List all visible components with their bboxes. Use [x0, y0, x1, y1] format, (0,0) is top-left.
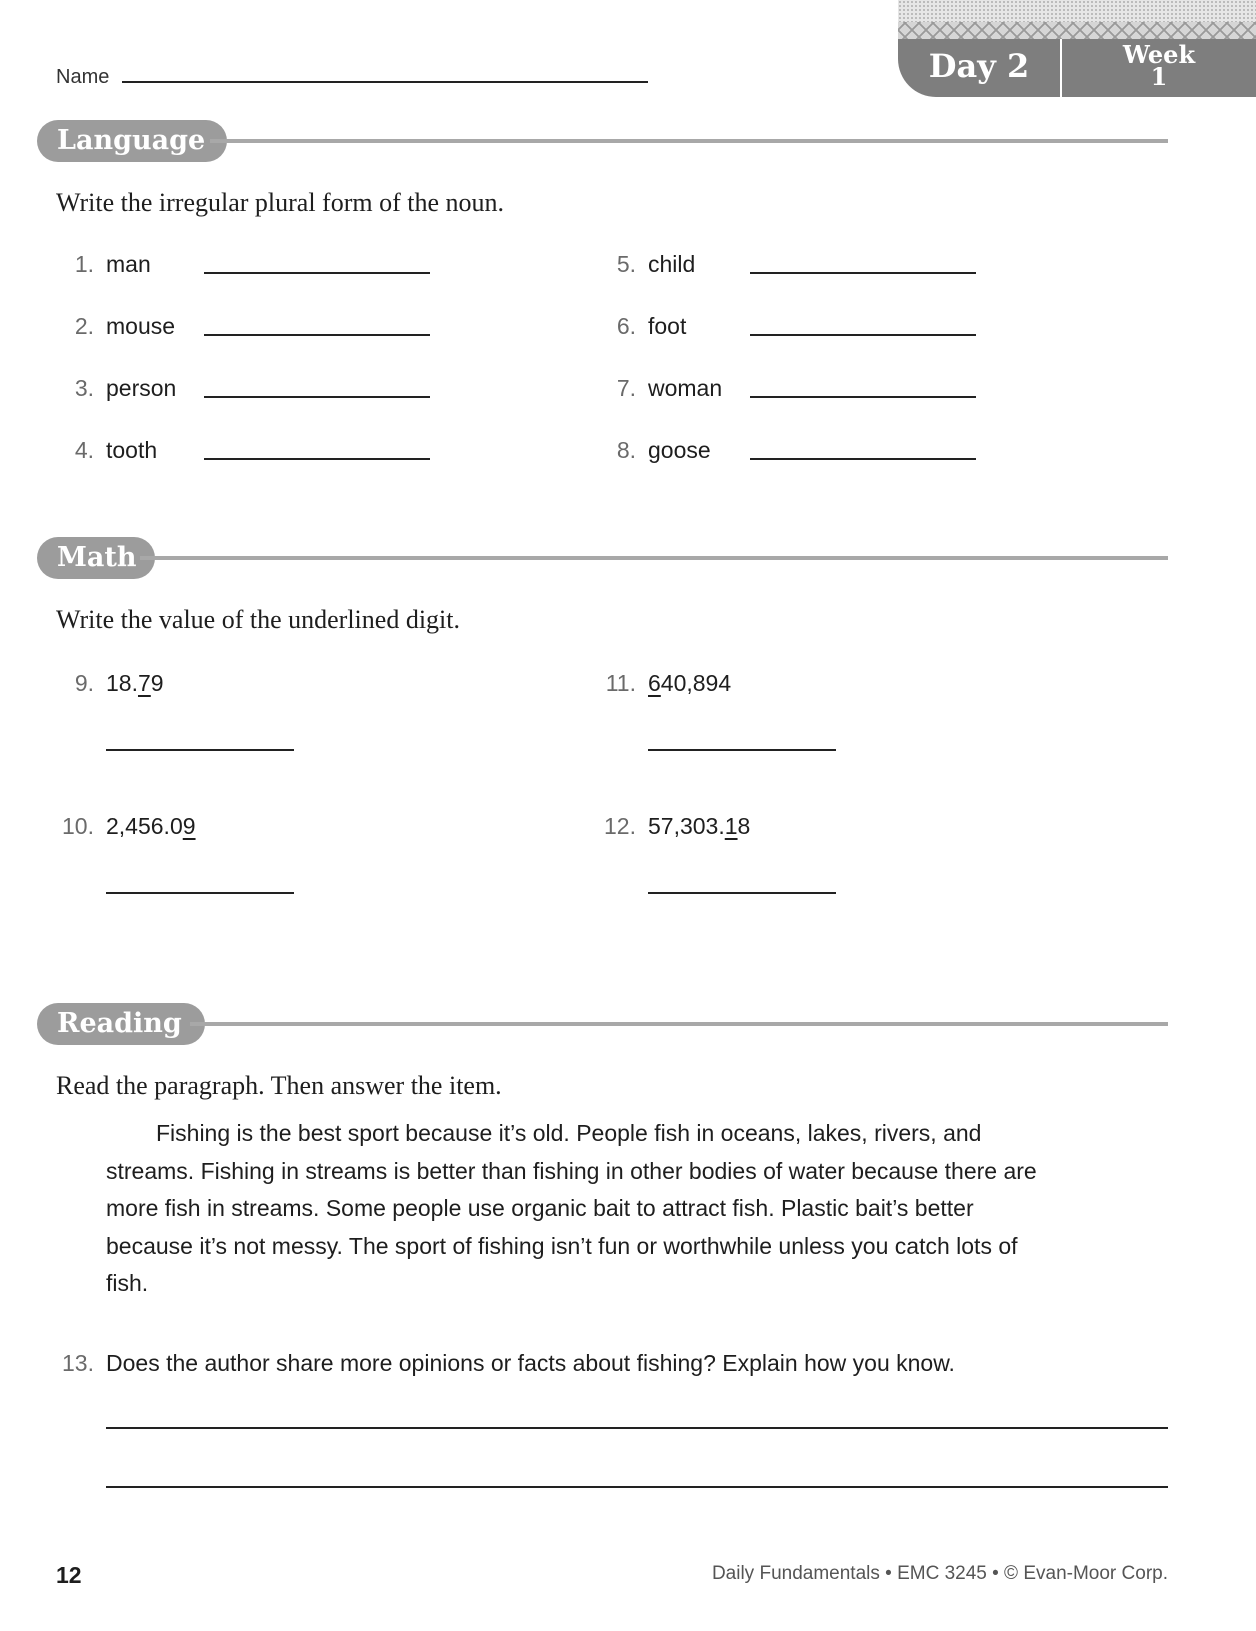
answer-line[interactable] [204, 272, 430, 274]
week-label [1062, 40, 1256, 91]
item-number: 3. [74, 375, 94, 401]
reading-paragraph: Fishing is the best sport because it’s old. People fish in oceans, lakes, rivers, and streams. Fishing in streams is better than fishing in other bodies of water because there are more fish in streams. Some people use organic bait to attract fish. Plastic bait’s better because it’s not messy. The sport of fishing isn’t fun or worthwhile unless you catch lots of fish. [106, 1120, 1037, 1296]
noun-word: person [106, 375, 177, 401]
answer-line[interactable] [106, 892, 294, 894]
answer-line[interactable] [750, 334, 976, 336]
day-week-tab [898, 0, 1256, 97]
underlined-digit: 1 [724, 813, 738, 839]
math-directions: Write the value of the underlined digit. [56, 605, 460, 634]
answer-line[interactable] [204, 396, 430, 398]
underlined-digit: 7 [137, 670, 151, 696]
reading-section-header: Reading [37, 1003, 205, 1045]
answer-line[interactable] [106, 749, 294, 751]
math-section-header: Math [37, 537, 155, 579]
answer-line[interactable] [750, 272, 976, 274]
item-number: 5. [616, 251, 636, 277]
language-directions: Write the irregular plural form of the noun. [56, 188, 505, 217]
answer-line[interactable] [750, 396, 976, 398]
noun-word: foot [648, 313, 687, 339]
reading-question: Does the author share more opinions or facts about fishing? Explain how you know. [106, 1350, 955, 1376]
item-number: 7. [616, 375, 636, 401]
noun-word: man [106, 251, 151, 277]
item-number: 1. [74, 251, 94, 277]
reading-section-rule [190, 1022, 1168, 1026]
math-section-rule [140, 556, 1168, 560]
answer-line[interactable] [106, 1486, 1168, 1488]
day-label: Day 2 [928, 47, 1030, 85]
answer-line[interactable] [750, 458, 976, 460]
name-label: Name [56, 66, 110, 88]
math-number: 2,456.09 [106, 813, 196, 839]
decorative-diamond-pattern [898, 22, 1256, 39]
item-number: 2. [74, 313, 94, 339]
underlined-digit: 9 [182, 813, 196, 839]
reading-directions: Read the paragraph. Then answer the item. [56, 1071, 502, 1100]
name-field-line[interactable] [122, 81, 648, 83]
answer-line[interactable] [106, 1427, 1168, 1429]
item-number: 10. [62, 813, 94, 839]
answer-line[interactable] [648, 749, 836, 751]
item-number: 8. [616, 437, 636, 463]
decorative-pattern [898, 0, 1256, 22]
item-number: 4. [74, 437, 94, 463]
page-number: 12 [56, 1562, 82, 1588]
week-word: Week [1122, 40, 1196, 69]
noun-word: goose [648, 437, 711, 463]
noun-word: child [648, 251, 696, 277]
noun-word: mouse [106, 313, 176, 339]
footer-credit: Daily Fundamentals • EMC 3245 • © Evan-Moor Corp. [711, 1563, 1168, 1584]
noun-word: woman [648, 375, 723, 401]
language-section-header: Language [37, 120, 227, 162]
answer-line[interactable] [204, 458, 430, 460]
underlined-digit: 6 [648, 670, 661, 696]
item-number: 13. [62, 1350, 94, 1376]
answer-line[interactable] [204, 334, 430, 336]
math-number: 57,303.18 [648, 813, 751, 839]
item-number: 9. [74, 670, 94, 696]
answer-line[interactable] [648, 892, 836, 894]
noun-word: tooth [106, 437, 158, 463]
item-number: 11. [605, 670, 636, 696]
item-number: 12. [604, 813, 636, 839]
item-number: 6. [616, 313, 636, 339]
week-number: 1 [1150, 62, 1168, 91]
language-section-rule [210, 139, 1168, 143]
math-number: 640,894 [648, 670, 732, 696]
math-number: 18.79 [106, 670, 164, 696]
